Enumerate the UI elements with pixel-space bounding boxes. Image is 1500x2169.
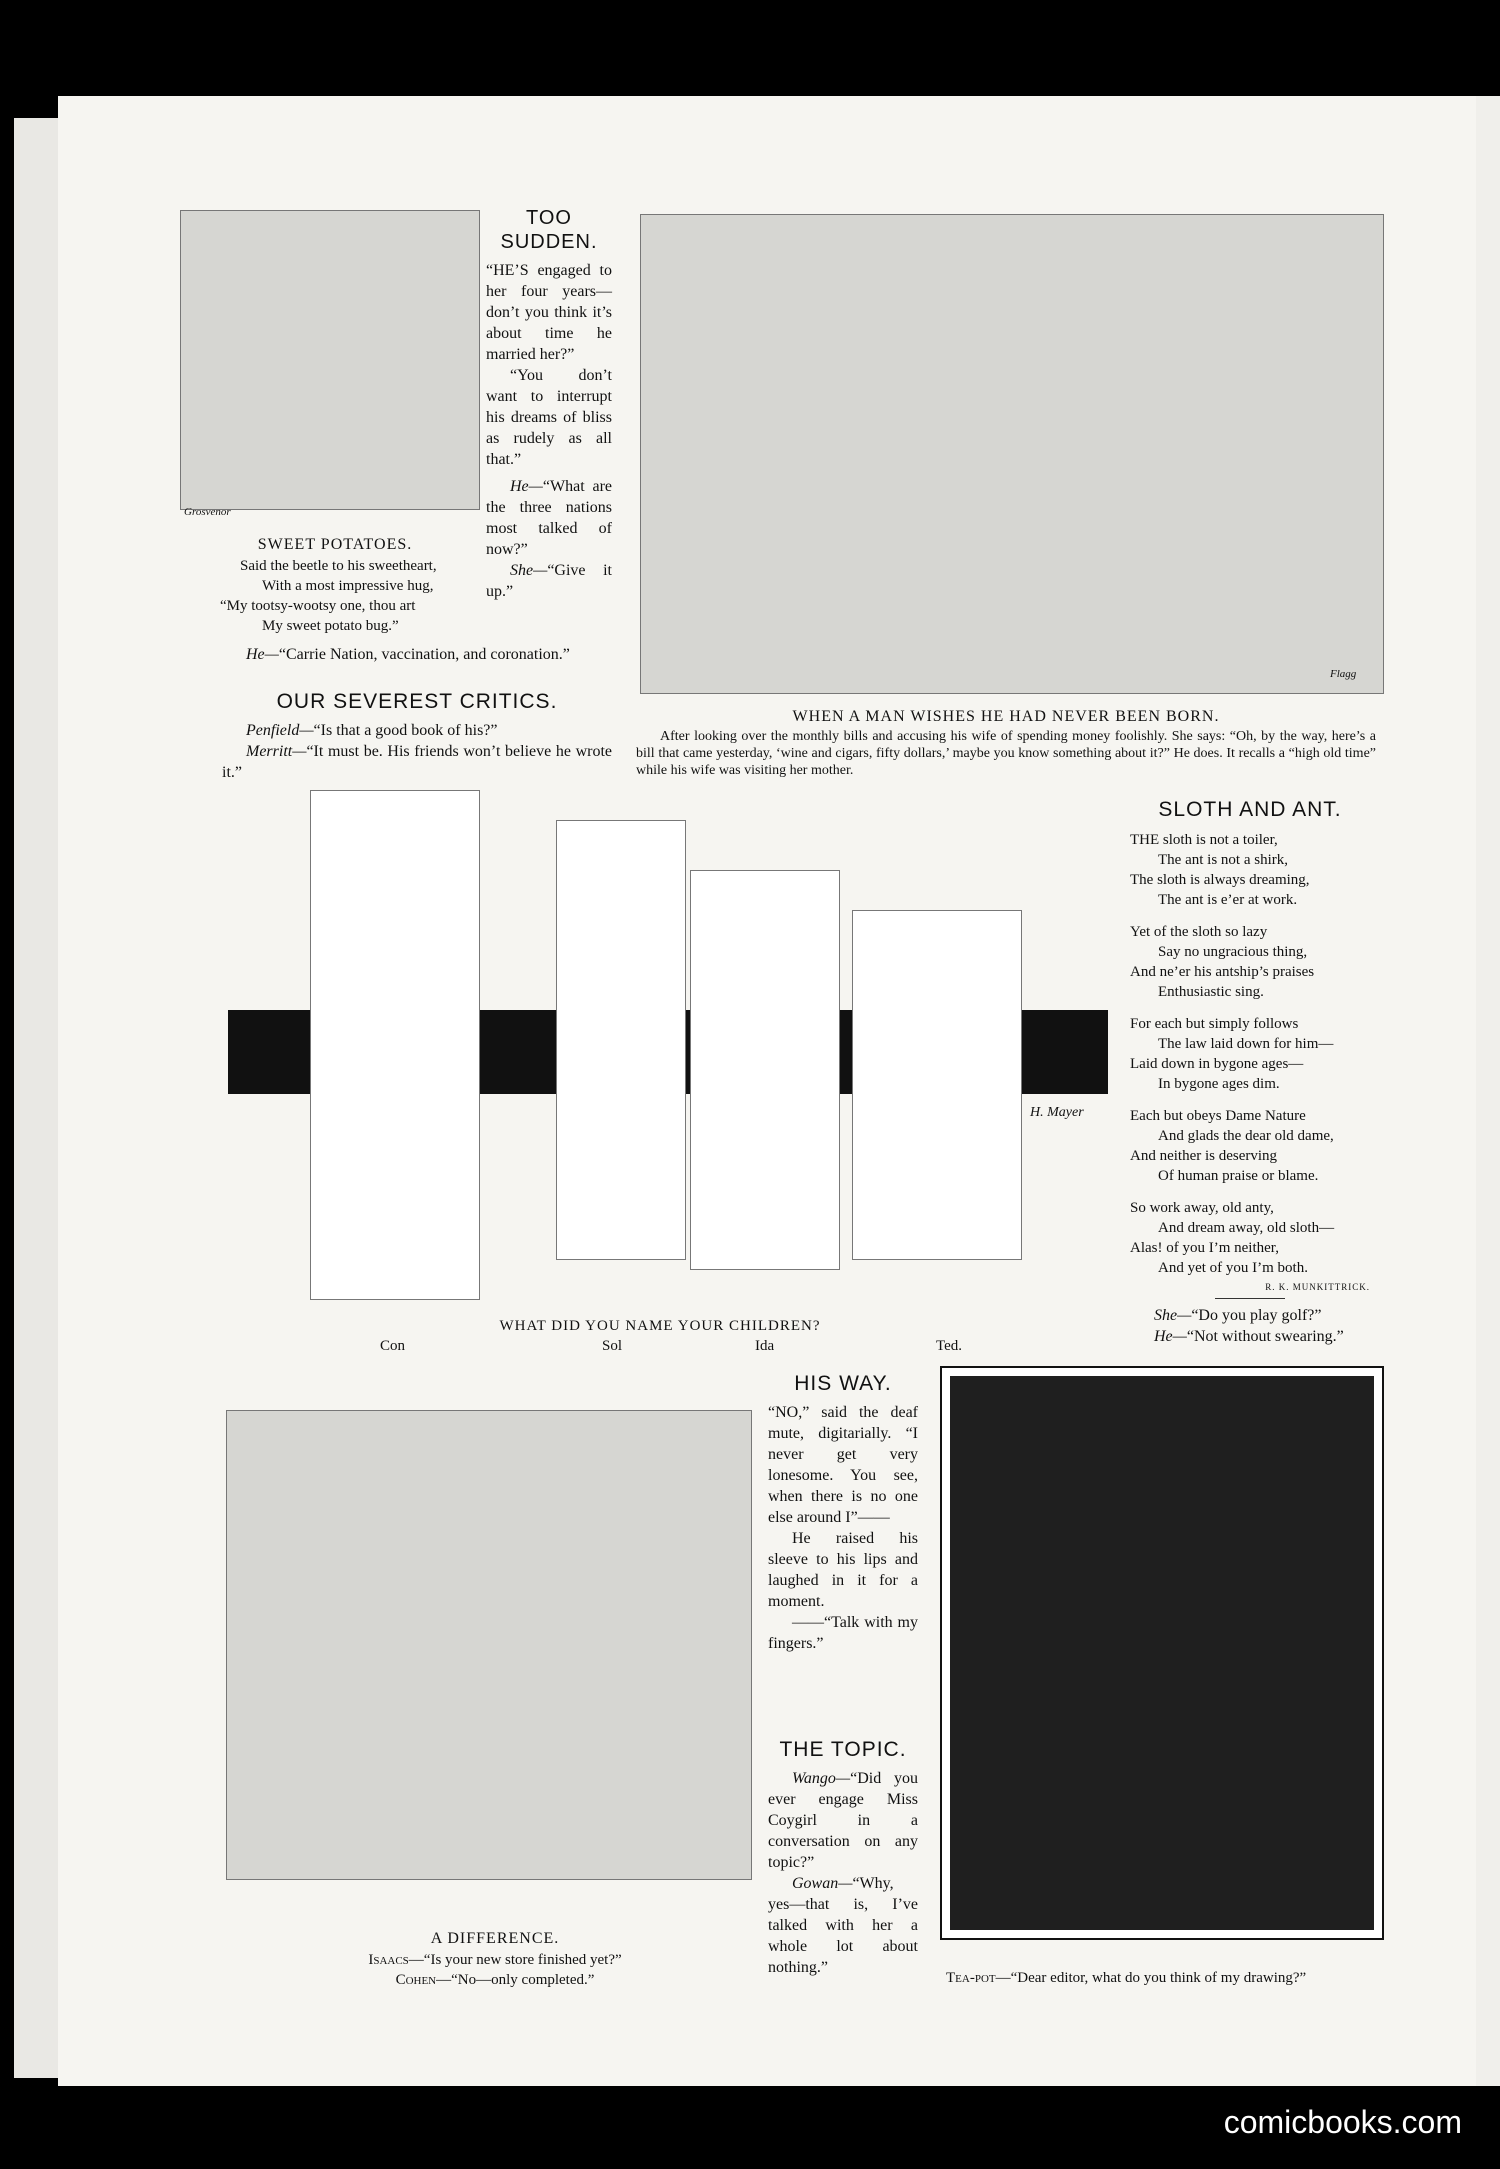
sloth-author: R. K. MUNKITTRICK. xyxy=(1265,1282,1370,1292)
severest-critics xyxy=(222,690,612,783)
children-signature: H. Mayer xyxy=(1030,1105,1084,1120)
teapot-illustration-dark xyxy=(950,1376,1374,1930)
poem-line: And glads the dear old dame, xyxy=(1158,1128,1334,1144)
name-con: Con xyxy=(380,1338,406,1354)
sweet-potatoes-title: SWEET POTATOES. xyxy=(257,536,413,553)
child-con xyxy=(310,790,480,1300)
golf-line-2 xyxy=(1130,1326,1370,1347)
critics-line-2-text: “It must be. His friends won’t believe he wrote it.” xyxy=(222,743,612,781)
poem-line: THE sloth is not a toiler, xyxy=(1130,832,1278,848)
man-wishes-text: After looking over the monthly bills and accusing his wife of spending money foolishly. She says: “Oh, by the way, here’s a bill that came yesterday, ‘wine and cigars, fifty dollars,’ maybe you know something about it?” He does. It recalls a “high old time” while his wife was visiting her mother. xyxy=(636,729,1376,778)
child-sol xyxy=(556,820,686,1260)
sweet-potatoes-line-1: Said the beetle to his sweetheart, xyxy=(240,558,437,574)
speaker-he-2: He— xyxy=(246,646,279,663)
difference-line-1 xyxy=(300,1950,690,1970)
golf-line-2-text: “Not without swearing.” xyxy=(1186,1328,1344,1345)
poem-line: The sloth is always dreaming, xyxy=(1130,872,1310,888)
too-sudden-p5-text: “Carrie Nation, vaccination, and coronation.” xyxy=(278,646,570,663)
sweet-potatoes-line-3: “My tootsy-wootsy one, thou art xyxy=(220,598,416,614)
teapot-caption xyxy=(946,1970,1396,1987)
man-wishes-title: WHEN A MAN WISHES HE HAD NEVER BEEN BORN. xyxy=(792,708,1220,725)
poem-line: Enthusiastic sing. xyxy=(1158,984,1264,1000)
critics-title: OUR SEVEREST CRITICS. xyxy=(276,690,558,713)
poem-line: Of human praise or blame. xyxy=(1158,1168,1319,1184)
name-sol: Sol xyxy=(602,1338,623,1354)
speaker-teapot: Tea-pot— xyxy=(946,1970,1011,1986)
speaker-he-1: He— xyxy=(510,478,543,495)
difference-line-2-text: “No—only completed.” xyxy=(451,1972,595,1988)
beetle-signature: Grosvenor xyxy=(184,506,231,518)
speaker-merritt: Merritt— xyxy=(246,743,307,760)
name-ted: Ted. xyxy=(936,1338,963,1354)
poem-line: And yet of you I’m both. xyxy=(1158,1260,1308,1276)
poem-line: Alas! of you I’m neither, xyxy=(1130,1240,1279,1256)
beetle-illustration xyxy=(180,210,480,510)
golf-line-1 xyxy=(1130,1305,1370,1326)
speaker-penfield: Penfield— xyxy=(246,722,314,739)
site-footer: comicbooks.com xyxy=(1223,2104,1462,2140)
sloth-title: SLOTH AND ANT. xyxy=(1158,798,1342,821)
stanza-3 xyxy=(1130,1014,1370,1094)
too-sudden-title: TOO SUDDEN. xyxy=(500,207,598,253)
children-caption: WHAT DID YOU NAME YOUR CHILDREN? xyxy=(499,1318,821,1334)
child-ted xyxy=(852,910,1022,1260)
golf-line-1-text: “Do you play golf?” xyxy=(1191,1307,1322,1324)
too-sudden-p4 xyxy=(486,560,612,602)
topic-line-1-text: “Did you ever engage Miss Coygirl in a conversation on any topic?” xyxy=(768,1770,918,1871)
speaker-she-2: She— xyxy=(1154,1307,1192,1324)
poem-line: In bygone ages dim. xyxy=(1158,1076,1280,1092)
sloth-poem xyxy=(1130,830,1370,1278)
critics-line-1 xyxy=(222,720,612,741)
stanza-4 xyxy=(1130,1106,1370,1186)
divider xyxy=(1215,1298,1285,1299)
teapot-line: “Dear editor, what do you think of my drawing?” xyxy=(1010,1970,1307,1986)
poem-line: And ne’er his antship’s praises xyxy=(1130,964,1315,980)
speaker-isaacs: Isaacs— xyxy=(368,1952,424,1968)
man-wishes xyxy=(636,708,1376,779)
poem-line: For each but simply follows xyxy=(1130,1016,1299,1032)
poem-line: Laid down in bygone ages— xyxy=(1130,1056,1304,1072)
poem-line: Say no ungracious thing, xyxy=(1158,944,1308,960)
stanza-2 xyxy=(1130,922,1370,1002)
man-wishes-illustration xyxy=(640,214,1384,694)
topic-title: THE TOPIC. xyxy=(779,1738,907,1761)
too-sudden-p4-text: “Give it up.” xyxy=(486,562,612,600)
speaker-gowan: Gowan— xyxy=(792,1875,853,1892)
child-ida xyxy=(690,870,840,1270)
difference-line-2 xyxy=(300,1970,690,1990)
poem-line: The ant is not a shirk, xyxy=(1158,852,1288,868)
his-way xyxy=(768,1372,918,1654)
the-topic xyxy=(768,1738,918,1978)
too-sudden-p1: “HE’S engaged to her four years—don’t you think it’s about time he married her?” xyxy=(486,262,612,363)
too-sudden-p2: “You don’t want to interrupt his dreams of bliss as rudely as all that.” xyxy=(486,367,612,468)
topic-line-2-text: “Why, yes—that is, I’ve talked with her a whole lot about nothing.” xyxy=(768,1875,918,1976)
poem-line: And neither is deserving xyxy=(1130,1148,1278,1164)
topic-line-1 xyxy=(768,1768,918,1873)
too-sudden xyxy=(486,206,612,602)
too-sudden-p3 xyxy=(486,476,612,560)
sloth-and-ant xyxy=(1130,798,1370,1347)
teapot-illustration xyxy=(940,1366,1384,1940)
poem-line: Yet of the sloth so lazy xyxy=(1130,924,1268,940)
his-way-p3: ——“Talk with my fingers.” xyxy=(768,1614,918,1652)
topic-line-2 xyxy=(768,1873,918,1978)
adjacent-page-right xyxy=(1476,96,1500,2086)
adjacent-page-edge xyxy=(14,118,60,2078)
speaker-wango: Wango— xyxy=(792,1770,851,1787)
too-sudden-p3-text: “What are the three nations most talked of now?” xyxy=(486,478,612,558)
speaker-he-3: He— xyxy=(1154,1328,1187,1345)
sweet-potatoes-line-2: With a most impressive hug, xyxy=(262,578,434,594)
his-way-title: HIS WAY. xyxy=(794,1372,892,1395)
difference-title: A DIFFERENCE. xyxy=(430,1930,560,1947)
stanza-1 xyxy=(1130,830,1370,910)
poem-line: So work away, old anty, xyxy=(1130,1200,1274,1216)
speaker-cohen: Cohen— xyxy=(395,1972,452,1988)
difference-illustration xyxy=(226,1410,752,1880)
sweet-potatoes-line-4: My sweet potato bug.” xyxy=(262,618,399,634)
speaker-she-1: She— xyxy=(510,562,548,579)
poem-line: The law laid down for him— xyxy=(1158,1036,1334,1052)
stanza-5 xyxy=(1130,1198,1370,1278)
his-way-p2: He raised his sleeve to his lips and laughed in it for a moment. xyxy=(768,1530,918,1610)
man-wishes-signature: Flagg xyxy=(1330,668,1357,680)
sweet-potatoes xyxy=(190,536,480,636)
difference-line-1-text: “Is your new store finished yet?” xyxy=(423,1952,622,1968)
too-sudden-p5 xyxy=(222,644,612,665)
poem-line: Each but obeys Dame Nature xyxy=(1130,1108,1306,1124)
critics-line-1-text: “Is that a good book of his?” xyxy=(313,722,498,739)
poem-line: And dream away, old sloth— xyxy=(1158,1220,1335,1236)
name-ida: Ida xyxy=(755,1338,775,1354)
his-way-p1: “NO,” said the deaf mute, digitarially. “I never get very lonesome. You see, when there is no one else around I”—— xyxy=(768,1404,918,1526)
a-difference xyxy=(300,1930,690,1990)
critics-line-2 xyxy=(222,741,612,783)
poem-line: The ant is e’er at work. xyxy=(1158,892,1298,908)
